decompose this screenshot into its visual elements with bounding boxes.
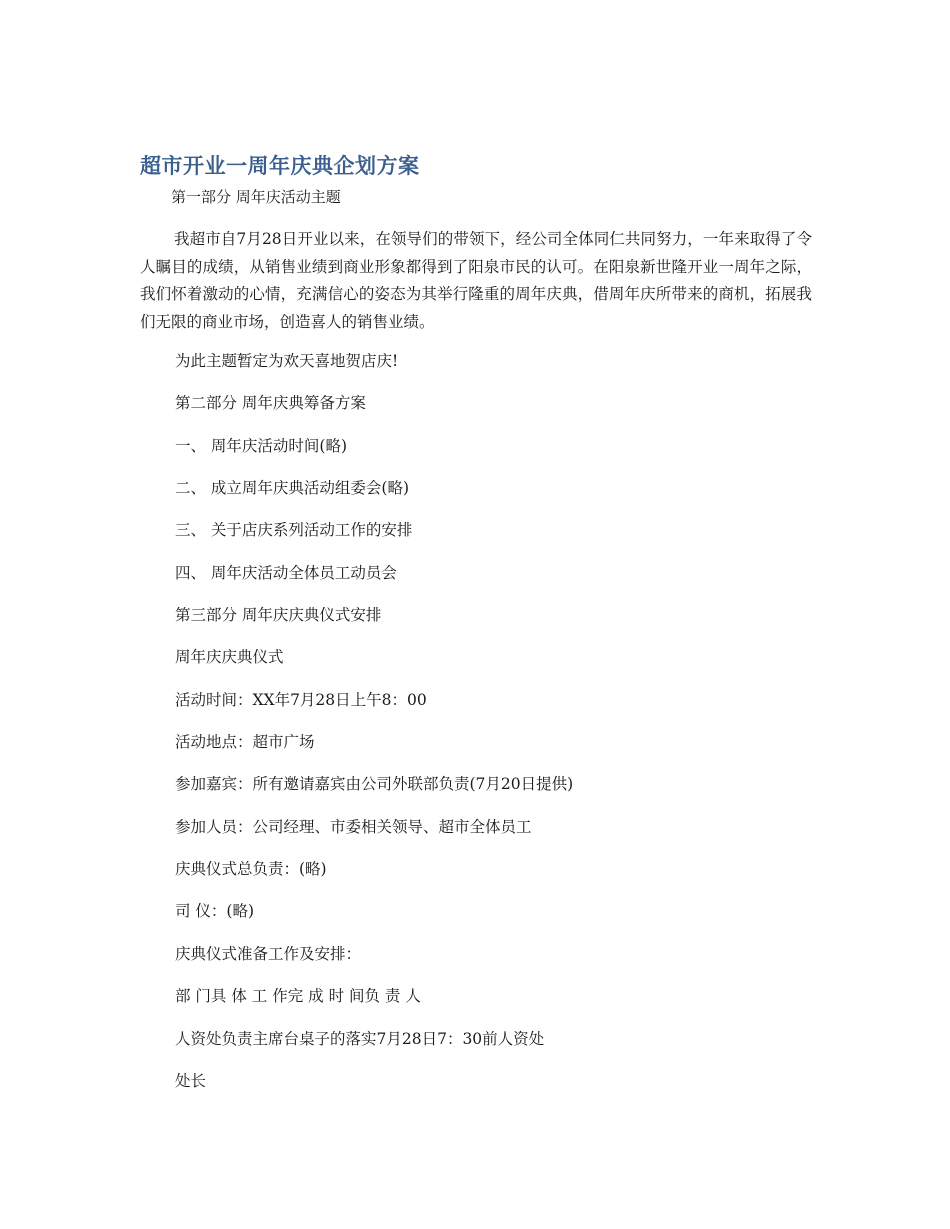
event-guests: 参加嘉宾：所有邀请嘉宾由公司外联部负责(7月20日提供) — [175, 775, 574, 793]
list-item: 一、 周年庆活动时间(略) — [175, 437, 348, 455]
prep-heading: 庆典仪式准备工作及安排： — [175, 945, 362, 963]
list-item: 四、 周年庆活动全体员工动员会 — [175, 564, 397, 582]
ceremony-heading: 周年庆庆典仪式 — [175, 648, 284, 666]
event-location: 活动地点：超市广场 — [175, 733, 315, 751]
table-row-continuation: 处长 — [175, 1072, 207, 1090]
document-title: 超市开业一周年庆典企划方案 — [140, 154, 420, 178]
part1-heading: 第一部分 周年庆活动主题 — [171, 188, 341, 206]
ceremony-lead: 庆典仪式总负责：(略) — [175, 860, 327, 878]
list-item: 三、 关于店庆系列活动工作的安排 — [175, 521, 413, 539]
theme-line: 为此主题暂定为欢天喜地贺店庆! — [175, 352, 399, 370]
part3-heading: 第三部分 周年庆庆典仪式安排 — [175, 606, 382, 624]
table-row: 人资处负责主席台桌子的落实7月28日7：30前人资处 — [175, 1030, 545, 1048]
table-header-row: 部 门具 体 工 作完 成 时 间负 责 人 — [175, 987, 421, 1005]
event-time: 活动时间：XX年7月28日上午8：00 — [175, 691, 427, 709]
ceremony-host: 司 仪：(略) — [175, 902, 255, 920]
event-participants: 参加人员：公司经理、市委相关领导、超市全体员工 — [175, 818, 532, 836]
part2-heading: 第二部分 周年庆典筹备方案 — [175, 394, 366, 412]
list-item: 二、 成立周年庆典活动组委会(略) — [175, 479, 410, 497]
intro-paragraph: 我超市自7月28日开业以来，在领导们的带领下，经公司全体同仁共同努力，一年来取得了令人瞩目的成绩，从销售业绩到商业形象都得到了阳泉市民的认可。在阳泉新世隆开业一周年之际，我们怀着激动的心情，充满信心的姿态为其举行隆重的周年庆典，借周年庆所带来的商机，拓展我们无限的商业市场，创造喜人的销售业绩。 — [140, 230, 812, 331]
